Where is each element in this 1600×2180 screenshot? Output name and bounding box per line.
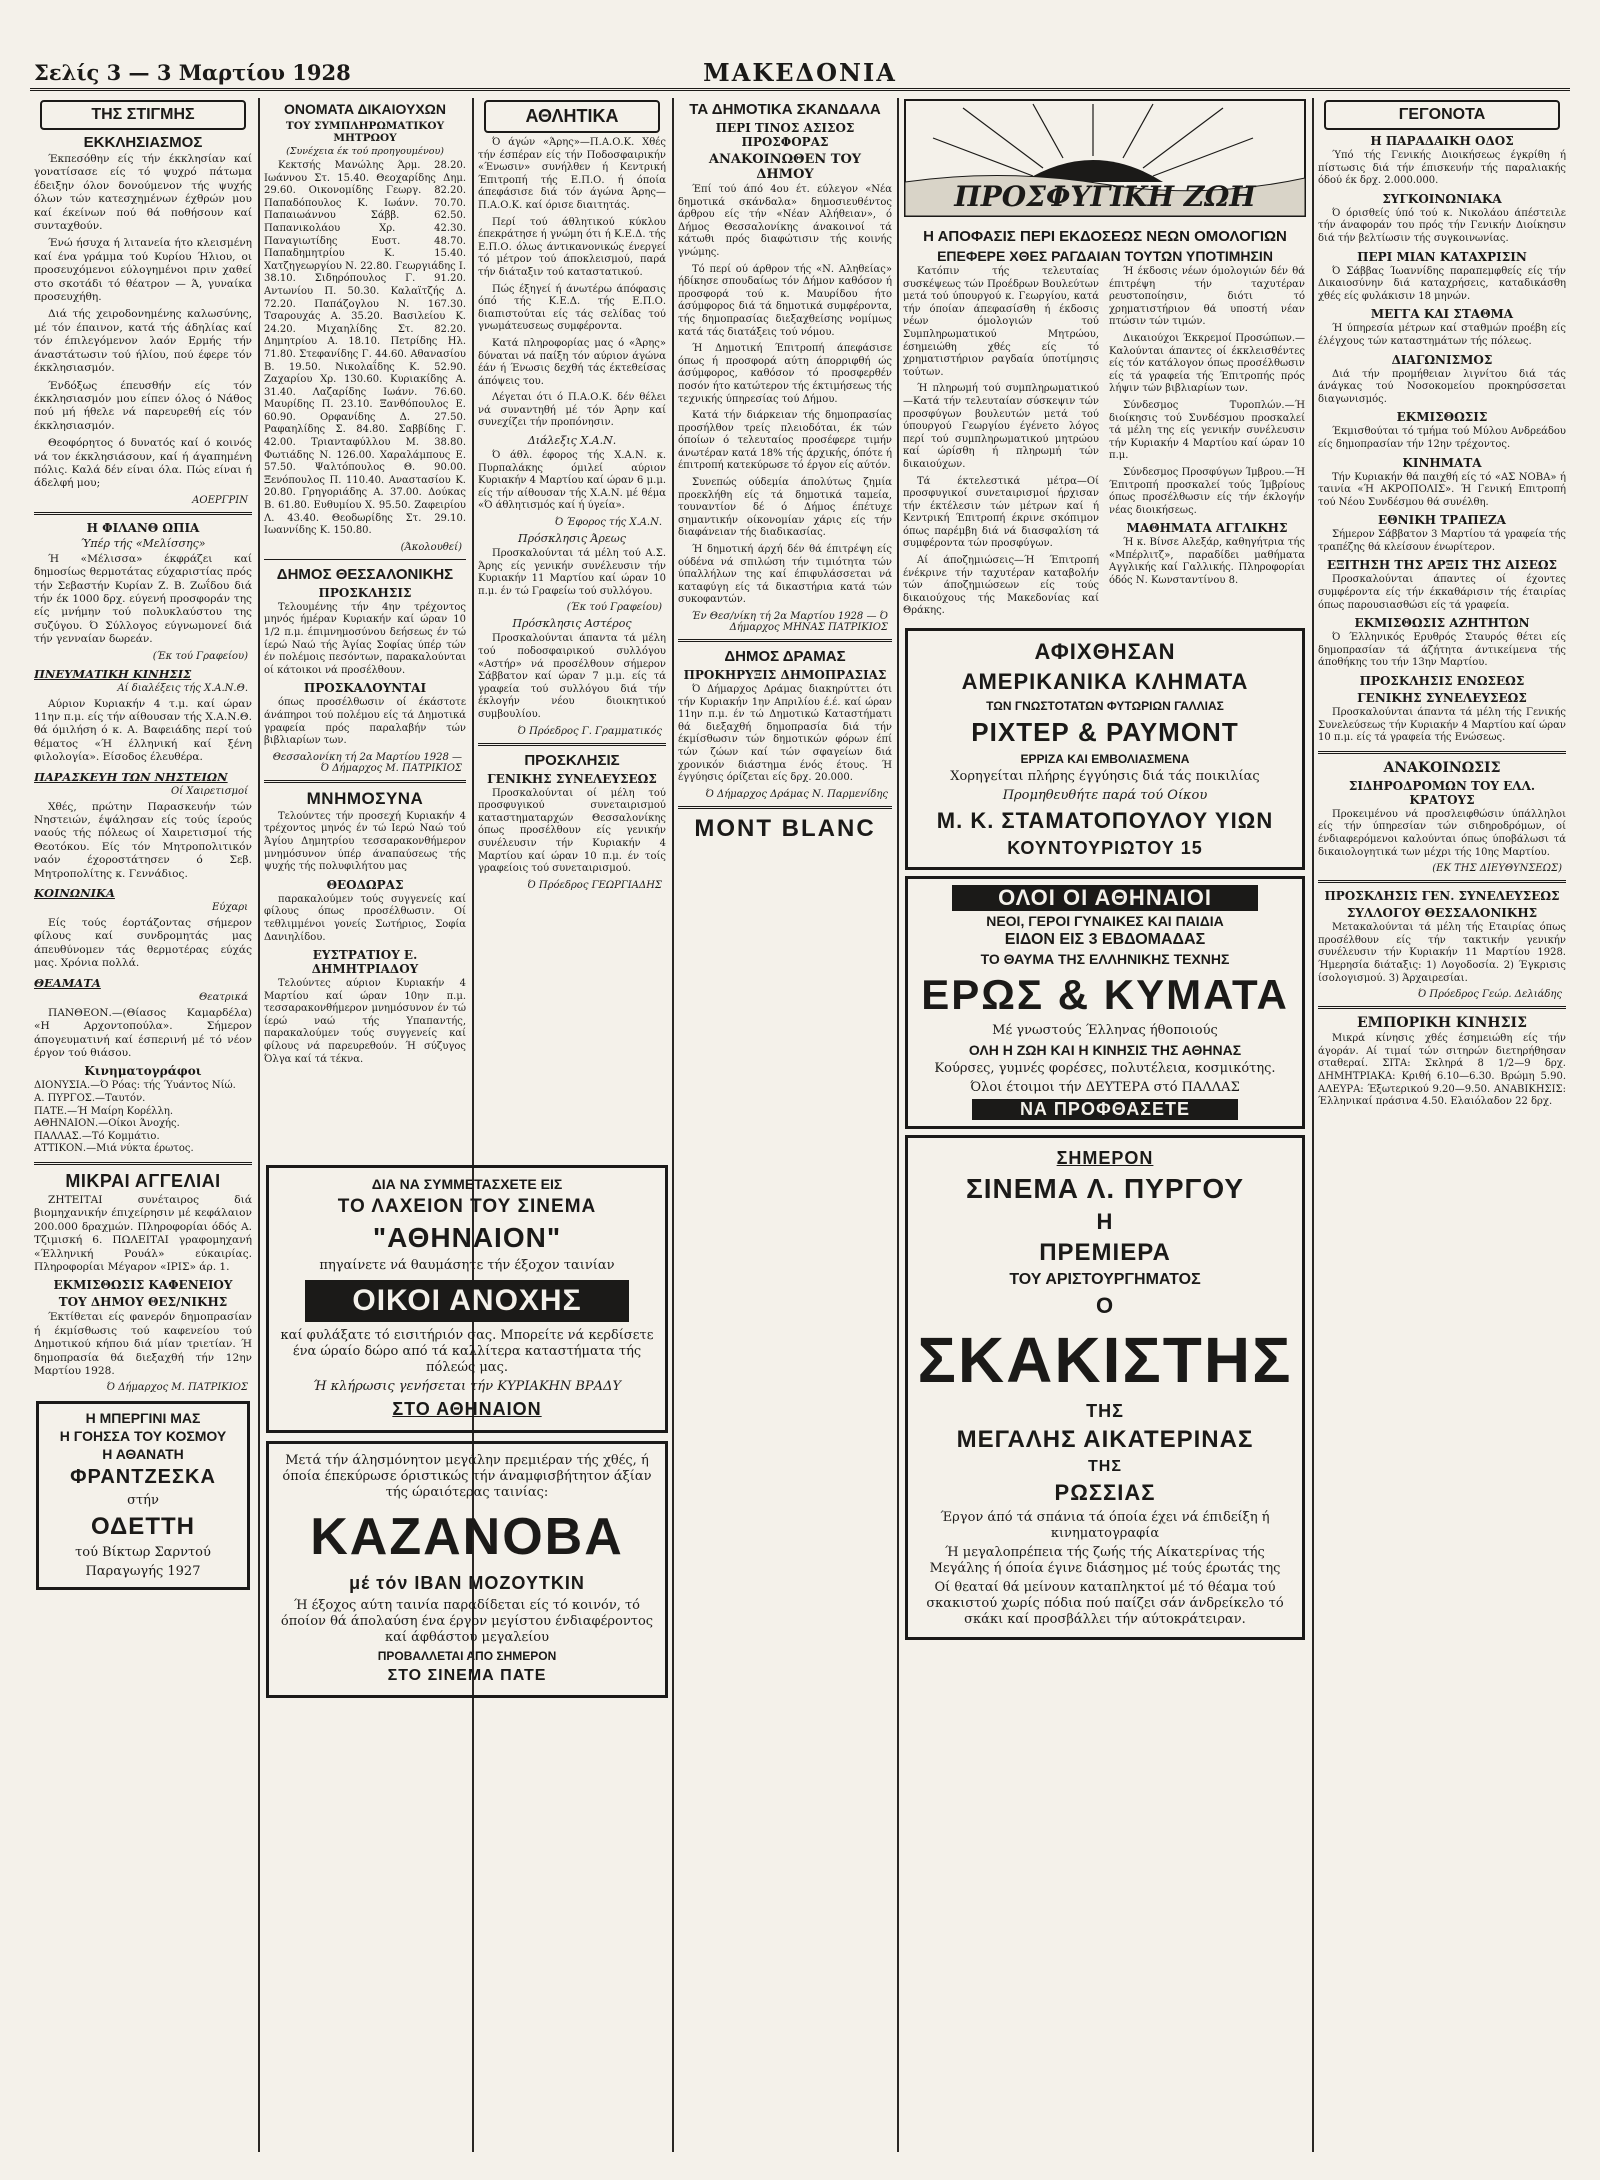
ad-line: ΜΕΓΑΛΗΣ ΑΙΚΑΤΕΡΙΝΑΣ (956, 1426, 1254, 1454)
ad-line: ΚΟΥΝΤΟΥΡΙΩΤΟΥ 15 (1007, 838, 1203, 859)
ad-line: ΣΤΟ ΑΘΗΝΑΙΟΝ (392, 1399, 542, 1419)
section-heading: ΜΙΚΡΑΙ ΑΓΓΕΛΙΑΙ (65, 1170, 221, 1191)
article-paragraph: Αί άποζημιώσεις—Ή Έπιτροπή ένέκρινε τήν ταχυτέραν καταβολήν τών άποζημιώσεων είς τούς δικαιούχους τής Μακεδονίας καί Θράκης. (903, 555, 1099, 617)
ad-line: ΔΙΑ ΝΑ ΣΥΜΜΕΤΑΣΧΕΤΕ ΕΙΣ (371, 1176, 563, 1192)
article-paragraph: Ή Δημοτική Έπιτροπή άπεφάσισε όπως ή προσφορά αύτη άπορριφθή ώς άσύμφορος, καθόσον τό προσφερθέν ποσόν ήτο κατώτερον τής έκτιμήσεως τής τεχνικής ύπηρεσίας τού Δήμου. (678, 343, 892, 405)
section-body: Αύριον Κυριακήν 4 τ.μ. καί ώραν 11ην π.μ. είς τήν αίθουσαν τής Χ.Α.Ν.Θ. θά όμιλήση ό κ. Α. Βαφειάδης περί τού θέματος «Ή έλληνική καί ξένη φιλολογία». Είσοδος έλευθέρα. (34, 697, 252, 764)
ad-line: Παραγωγής 1927 (85, 1564, 201, 1580)
ad-line: μέ τόν ΙΒΑΝ ΜΟΖΟΥΤΚΙΝ (349, 1573, 585, 1593)
section-tag: Αί διαλέξεις τής Χ.Α.Ν.Θ. (117, 682, 248, 694)
source-note: (Έκ τού Γραφείου) (152, 650, 248, 662)
article-paragraph: Κατά πληροφορίας μας ό «Άρης» δύναται νά παίξη τόν αύριον άγώνα έάν ή Ένωσις δεχθή τάς έκτεθείσας άπόψεις του. (478, 337, 666, 387)
article-paragraph: Έκπεσόθην είς τήν έκκλησίαν καί γονατίσασε είς τό ψυχρό πάτωμα έδειξην όλον δονούμενον τής ψυχής όλων τών κατεσχημένων έχθρών μου καί έκείνων πού θά ποθήσουν καί συνταχθούν. (34, 153, 252, 233)
ad-line: ΠΡΕΜΙΕΡΑ (1039, 1239, 1171, 1267)
column-6 (1318, 98, 1566, 2152)
article-paragraph: Πώς έξηγεί ή άνωτέρω άπόφασις όπό τής Κ.Ε.Δ. τής Ε.Π.Ο. διαπιστούται είς τάς σελίδας τού γνωμάτευσεως συμφέροντα. (478, 283, 666, 333)
section-body: Ό άθλ. έφορος τής Χ.Α.Ν. κ. Πυρπαλάκης όμιλεί αύριον Κυριακήν 4 Μαρτίου καί ώραν 6 μ.μ. είς τήν αίθουσαν τής Χ.Α.Ν. μέ θέμα «Ό άθλητισμός καί ή ύγεία». (478, 450, 666, 512)
section-heading: ΚΙΝΗΜΑΤΑ (1402, 455, 1482, 470)
section-heading: ΜΑΘΗΜΑΤΑ ΑΓΓΛΙΚΗΣ (1126, 521, 1288, 536)
column-5 (903, 98, 1307, 2152)
ad-line: Ή μεγαλοπρέπεια τής ζωής τής Αίκατερίνας τής Μεγάλης ή όποία έγινε διάσημος μέ τούς έρωτάς της (929, 1545, 1281, 1577)
signature: ΑΟΕΡΓΡΙΝ (192, 494, 248, 506)
section-box-title: ΑΘΛΗΤΙΚΑ (484, 100, 660, 133)
section-heading: Η ΠΑΡΑΔΑΙΚΗ ΟΔΟΣ (1370, 134, 1514, 148)
article-paragraph: Κατά τήν διάρκειαν τής δημοπρασίας προσήλθον τρείς πλειοδόται, έκ τών όποίων ό τελευταίος προσέφερε τιμήν άνωτέραν κατά 18% τής άρχικής, όπότε ή έπιτροπή κατεκύρωσε τό έργον είς αύτόν. (678, 410, 892, 472)
article-title: Η ΑΠΟΦΑΣΙΣ ΠΕΡΙ ΕΚΔΟΣΕΩΣ ΝΕΩΝ ΟΜΟΛΟΓΙΩΝ (923, 228, 1287, 245)
section-body: ΠΑΝΘΕΟΝ.—(Θίασος Καμαρδέλα) «Η Αρχοντοπούλα». Σήμερον άπογευματινή καί έσπερινή μέ τό νέον έργον τού θιάσου. (34, 1006, 252, 1059)
ad-block-athinaion-lottery (262, 1165, 672, 1698)
article-paragraph: Τά έκτελεστικά μέτρα—Οί προσφυγικοί συνεταιρισμοί ήρχισαν τήν έκτέλεσιν τών μέτρων καί ή Κεντρική Έπιτροπή έκρινε σκόπιμον όπως παρέμβη διά νά διασφαλίση τά συμφέροντα τών προσφύγων. (903, 475, 1099, 550)
section-body: Τελούντες τήν προσεχή Κυριακήν 4 τρέχοντος μηνός έν τώ Ιερώ Ναώ τού Άγίου Δημητρίου τεσσαρακονθήμερον μνημόσυνον ύπέρ άναπαύσεως τής ψυχής τής πολυφιλήτου μας (264, 810, 466, 873)
section-body: παρακαλούμεν τούς συγγενείς καί φίλους όπως προσέλθωσιν. Οί τεθλιμμένοι γονείς Σωτήριος, Σοφία Δανιηλίδου. (264, 893, 466, 943)
section-heading: ΚΟΙΝΩΝΙΚΑ (34, 886, 115, 901)
article-subtitle: ΤΟΥ ΣΥΜΠΛΗΡΩΜΑΤΙΚΟΥ ΜΗΤΡΩΟΥ (285, 120, 445, 144)
section-heading: Η ΦΙΛΑΝΘ ΩΠΙΑ (86, 520, 200, 535)
section-heading: ΠΡΟΣΚΛΗΣΙΣ (524, 751, 620, 769)
signature: Ό Πρόεδρος Γ. Γραμματικός (517, 725, 662, 737)
ad-line: ΦΡΑΝΤΖΕΣΚΑ (70, 1466, 216, 1489)
memorial-name: ΘΕΟΔΩΡΑΣ (326, 877, 404, 892)
section-heading: ΣΥΓΚΟΙΝΩΝΙΑΚΑ (1382, 191, 1502, 206)
ad-line: Ο (1095, 1293, 1115, 1319)
ad-line: ΤΩΝ ΓΝΩΣΤΟΤΑΤΩΝ ΦΥΤΩΡΙΩΝ ΓΑΛΛΙΑΣ (986, 699, 1224, 714)
ad-line: ΟΛΟΙ ΟΙ ΑΘΗΝΑΙΟΙ (952, 885, 1258, 911)
article-paragraph: Σύνδεσμος Προσφύγων Ίμβρου.—Ή Έπιτροπή προσκαλεί τούς Ίμβρίους όπως προσέλθωσιν είς τήν έκλογήν νέας διοικήσεως. (1109, 466, 1305, 516)
section-body: ΖΗΤΕΙΤΑΙ συνέταιρος διά βιομηχανικήν έπιχείρησιν μέ κεφάλαιον 200.000 δραχμών. Πληροφορίαι όδός Α. Τζιμισκή 6. ΠΩΛΕΙΤΑΙ γραφομηχανή «Έλληνική Ρουάλ» εύκαιρίας. Πληροφορίαι Μέγαρον «ΙΡΙΣ» άρ. 1. (34, 1193, 252, 1273)
article-paragraph: Ή δημοτική άρχή δέν θά έπιτρέψη είς ούδένα νά σπιλώση τήν τιμιότητα τών ύπαλλήλων της καί έπιφυλάσσεται νά καταφύγη είς τά δικαστήρια κατά τών συκοφαντών. (678, 544, 892, 606)
section-body: Ύπό τής Γενικής Διοικήσεως έγκρίθη ή πίστωσις διά τήν έπισκευήν τής παραλιακής όδού έκ δρχ. 2.000.000. (1318, 150, 1566, 187)
masthead (30, 58, 1570, 91)
article-title: ΟΝΟΜΑΤΑ ΔΙΚΑΙΟΥΧΩΝ (283, 101, 447, 117)
signature: Θεσσαλονίκη τή 2α Μαρτίου 1928 — Ό Δήμαρχος Μ. ΠΑΤΡΙΚΙΟΣ (272, 751, 462, 774)
section-heading: ΘΕΑΜΑΤΑ (34, 975, 101, 990)
page-date: Σελίς 3 — 3 Μαρτίου 1928 (34, 60, 351, 85)
divider (1318, 1006, 1566, 1009)
list-item: Α. ΠΥΡΓΟΣ.—Ταυτόν. (34, 1092, 146, 1104)
article-paragraph: Κατόπιν τής τελευταίας συσκέψεως τών Προέδρων Βουλεύτων μετά τού ύπουργού κ. Γεωργίου, κατά τήν όποίαν άπεφασίσθη ή έκδοσις νέων όμολογιών τού Συμπληρωματικού Μητρώου, έσημειώθη χθές είς τό χρηματιστήριον ραγδαία ύποτίμησις τούτων. (903, 266, 1099, 378)
section-tag: Εύχαρι (212, 902, 248, 914)
list-item: ΔΙΟΝΥΣΙΑ.—Ό Ρόας: τής Ύυάντος Νίώ. (34, 1080, 236, 1092)
section-body: Προσκαλούνται άπαντα τά μέλη τού ποδοσφαιρικού συλλόγου «Αστήρ» νά προσέλθουν σήμερον Σάββατον καί ώραν 7 μ.μ. είς τά γραφεία τού συλλόγου διά τήν έκλογήν νέου διοικητικού συμβουλίου. (478, 633, 666, 720)
ad-line: Ή έξοχος αύτη ταινία παραδίδεται είς τό κοινόν, τό όποίον θά άπολαύση ένα έργον μεγίστου ένδιαφέροντος καί άφθάστου μεγαλείου (280, 1598, 654, 1645)
section-heading: ΔΙΑΓΩΝΙΣΜΟΣ (1391, 352, 1493, 367)
article-right (1109, 266, 1305, 622)
section-heading: Κινηματογράφοι (84, 1064, 202, 1079)
signature: Ό Πρόεδρος Γεώρ. Δελιάδης (1417, 989, 1562, 1001)
ad-film-title: ΟΙΚΟΙ ΑΝΟΧΗΣ (305, 1280, 629, 1322)
section-tag: Οί Χαιρετισμοί (170, 785, 248, 797)
section-box-title: ΤΗΣ ΣΤΙΓΜΗΣ (40, 100, 246, 130)
signature: Έν Θεσ/νίκη τή 2α Μαρτίου 1928 — Ό Δήμαρχος ΜΗΝΑΣ ΠΑΤΡΙΚΙΟΣ (691, 611, 888, 633)
section-body: Μετακαλούνται τά μέλη τής Εταιρίας όπως προσέλθουν είς τήν τακτικήν γενικήν συνέλευσιν τήν Κυριακήν 11 Μαρτίου 1928. Ήμερησία διάταξις: 1) Λογοδοσία. 2) Έγκρισις ίσολογισμού. 3) Άρχαιρεσίαι. (1318, 922, 1566, 984)
section-heading: ΔΗΜΟΣ ΔΡΑΜΑΣ (724, 648, 846, 665)
section-body: Ό Έλληνικός Ερυθρός Σταυρός θέτει είς δημοπρασίαν τά άζήτητα άντικείμενα τής άποθήκης του τήν 13ην Μαρτίου. (1318, 632, 1566, 669)
section-body: Μικρά κίνησις χθές έσημειώθη είς τήν άγοράν. Αί τιμαί τών σιτηρών διετηρήθησαν σταθεραί. ΣΙΤΑ: Σκληρά 8 1/2—9 δρχ. ΔΗΜΗΤΡΙΑΚΑ: Κριθή 6.10—6.30. Βρώμη 5.90. ΑΛΕΥΡΑ: Έξωτερικού 9.20—9.50. ΑΝΑΒΙΚΗΣΙΣ: Έλληνικαί πράσινα 4.50. Ελαιόλαδον 22 δρχ. (1318, 1033, 1566, 1108)
signature: Ό Δήμαρχος Μ. ΠΑΤΡΙΚΙΟΣ (106, 1382, 248, 1394)
mont-blanc-ad: MONT BLANC (694, 814, 876, 842)
section-body: Προσκαλούνται τά μέλη τού Α.Σ. Άρης είς γενικήν συνέλευσιν τήν Κυριακήν 11 Μαρτίου καί ώραν 10 π.μ. έν τώ Γραφείω τού συλλόγου. (478, 548, 666, 597)
advertisement-kazanova (266, 1441, 668, 1698)
ad-line: ΡΩΣΣΙΑΣ (1054, 1480, 1156, 1506)
advertisement-skakistis (905, 1135, 1305, 1640)
ad-film-title: ΕΡΩΣ & ΚΥΜΑΤΑ (921, 971, 1289, 1019)
article-paragraph: Ή έκδοσις νέων όμολογιών δέν θά έπιτρέψη τήν ταχυτέραν ρευστοποίησιν, διότι τό χρηματιστήριον θά υποστή νέαν πτώσιν τών τιμών. (1109, 266, 1305, 328)
section-heading: ΕΚΜΙΣΘΩΣΙΣ ΚΑΦΕΝΕΙΟΥ (53, 1278, 233, 1293)
signature: Ό Πρόεδρος ΓΕΩΡΓΙΑΔΗΣ (527, 879, 662, 891)
section-subheading: ΓΕΝΙΚΗΣ ΣΥΝΕΛΕΥΣΕΩΣ (1357, 691, 1527, 706)
ad-line: ΟΔΕΤΤΗ (91, 1513, 195, 1541)
section-heading: ΕΞΙΤΗΣΗ ΤΗΣ ΑΡΞΙΣ ΤΗΣ ΑΙΣΕΩΣ (1326, 558, 1558, 573)
source-note: (Έκ τού Γραφείου) (566, 602, 662, 614)
ad-line: καί φυλάξατε τό εισιτήριόν σας. Μπορείτε νά κερδίσετε ένα ώραίο δώρο από τά καλλίτερα καταστήματα τής πόλεώς μας. (280, 1328, 654, 1375)
article-paragraph: Σύνδεσμος Τυροπλών.—Ή διοίκησις τού Συνδέσμου προσκαλεί τά μέλη της είς γενικήν συνέλευσιν τήν Κυριακήν 4 Μαρτίου καί ώραν 10 π.μ. (1109, 399, 1305, 462)
ad-line: ΣΤΟ ΣΙΝΕΜΑ ΠΑΤΕ (387, 1667, 547, 1684)
section-subheading: ΣΥΛΛΟΓΟΥ ΘΕΣΣΑΛΟΝΙΚΗΣ (1346, 906, 1538, 921)
ad-line: ΠΡΟΒΑΛΛΕΤΑΙ ΑΠΟ ΣΗΜΕΡΟΝ (377, 1649, 557, 1663)
ad-line: Η ΑΘΑΝΑΤΗ (102, 1446, 184, 1463)
section-body: Διά τήν προμήθειαν λιγνίτου διά τάς άνάγκας τού Νοσοκομείου προκηρύσσεται διαγωνισμός. (1318, 368, 1566, 405)
ad-line: ΑΜΕΡΙΚΑΝΙΚΑ ΚΛΗΜΑΤΑ (961, 669, 1249, 695)
advertisement-vines (905, 628, 1305, 870)
divider (264, 559, 466, 560)
section-body: Έκτίθεται είς φανερόν δημοπρασίαν ή έκμίσθωσις τού καφενείου τού Δημοτικού κήπου διά μίαν τριετίαν. Ή δημοπρασία θά διεξαχθή τήν 12ην Μαρτίου 1928. (34, 1311, 252, 1377)
article-paragraph: Περί τού άθλητικού κύκλου έπεκράτησε ή γνώμη ότι ή Κ.Ε.Δ. τής Ε.Π.Ο. όλως άντικανονικώς ένεργεί τό μέτρον τού άποκλεισμού, παρά τήν διάταξιν τού καταστατικού. (478, 216, 666, 278)
ad-line: Προμηθευθήτε παρά τού Οίκου (1002, 788, 1208, 804)
section-heading: ΠΡΟΣΚΛΗΣΙΣ ΓΕΝ. ΣΥΝΕΛΕΥΣΕΩΣ (1324, 889, 1560, 904)
list-item: ΑΘΗΝΑΙΟΝ.—Οίκοι Άνοχής. (34, 1118, 180, 1130)
ad-line: ΕΙΔΟΝ ΕΙΣ 3 ΕΒΔΟΜΑΔΑΣ (1004, 931, 1206, 949)
divider (678, 806, 892, 809)
column-rule (258, 98, 260, 2152)
ad-line: ΟΛΗ Η ΖΩΗ ΚΑΙ Η ΚΙΝΗΣΙΣ ΤΗΣ ΑΘΗΝΑΣ (968, 1042, 1242, 1059)
memorial-name: ΕΥΣΤΡΑΤΙΟΥ Ε. ΔΗΜΗΤΡΙΑΔΟΥ (311, 948, 419, 977)
section-body: Τήν Κυριακήν θά παιχθή είς τό «ΑΣ ΝΟΒΑ» ή ταινία «Ή ΑΚΡΟΠΟΛΙΣ». Ή Γενική Επιτροπή τού Νέου Συνδέσμου θά συνέλθη. (1318, 471, 1566, 508)
list-item: ΠΑΤΕ.—Ή Μαίρη Κορέλλη. (34, 1105, 174, 1117)
signature: Ό Έφορος τής Χ.Α.Ν. (554, 517, 662, 529)
article-left (903, 266, 1099, 622)
ad-film-title: ΣΚΑΚΙΣΤΗΣ (917, 1324, 1293, 1397)
article-title: ΕΚΚΛΗΣΙΑΣΜΟΣ (83, 134, 203, 151)
ad-line: ΣΙΝΕΜΑ Λ. ΠΥΡΓΟΥ (965, 1173, 1245, 1205)
section-body: Είς τούς έορτάζοντας σήμερον φίλους καί συνδρομητάς μας άπευθύνομεν τάς θερμοτέρας εύχάς μας. Χρόνια πολλά. (34, 917, 252, 970)
ad-line: Μετά τήν άλησμόνητον μεγάλην πρεμιέραν τής χθές, ή όποία έπεκύρωσε όριστικώς τήν άναμφισβήτητον άξίαν τής ώραιότερας ταινίας: (282, 1453, 652, 1500)
ad-line: Κούρσες, γυμνές φορέσες, πολυτέλεια, κοσμικότης. (934, 1061, 1276, 1077)
section-subheading: ΠΡΟΣΚΑΛΟΥΝΤΑΙ (303, 681, 427, 696)
column-rule (897, 98, 899, 2152)
article-title: ΤΑ ΔΗΜΟΤΙΚΑ ΣΚΑΝΔΑΛΑ (689, 101, 881, 118)
section-body: Ό όρισθείς ύπό τού κ. Νικολάου άπέστειλε τήν άναφοράν του πρός τήν Γενικήν Διοίκησιν διά τήν βελτίωσιν τής συγκοινωνίας. (1318, 207, 1566, 244)
divider (264, 780, 466, 783)
section-heading: ΑΝΑΚΟΙΝΩΣΙΣ (1383, 759, 1501, 776)
section-heading: ΕΘΝΙΚΗ ΤΡΑΠΕΖΑ (1378, 513, 1506, 528)
column-rule (472, 98, 474, 2152)
section-heading: ΕΚΜΙΣΘΩΣΙΣ (1396, 410, 1488, 425)
ad-line: πηγαίνετε νά θαυμάσητε τήν έξοχον ταινίαν (319, 1258, 615, 1273)
article-paragraph: Ό άγών «Άρης»—Π.Α.Ο.Κ. Χθές τήν έσπέραν είς τήν Ποδοσφαιρικήν «Ένωσιν» συνήλθεν ή Κεντρική Έπιτροπή τής Ε.Π.Ο. ή όποία άπεφάσισε διά τόν άγώνα Άρης—Π.Α.Ο.Κ. καί όρισε διαιτητάς. (478, 137, 666, 211)
section-body: Ό Σάββας Ίωαννίδης παραπεμφθείς είς τήν Δικαιοσύνην διά καταχρήσεις, καταδικάσθη χθές είς φυλάκισιν 18 μηνών. (1318, 265, 1566, 302)
article-subtitle: ΑΝΑΚΟΙΝΩΘΕΝ ΤΟΥ ΔΗΜΟΥ (708, 152, 862, 182)
section-subheading: Πρόσκλησις Άρεως (518, 532, 626, 546)
section-heading: ΠΝΕΥΜΑΤΙΚΗ ΚΙΝΗΣΙΣ (34, 666, 192, 681)
ad-line: στήν (127, 1493, 159, 1509)
ad-line: ΣΗΜΕΡΟΝ (1056, 1148, 1154, 1169)
ad-line: ΤΟ ΛΑΧΕΙΟΝ ΤΟΥ ΣΙΝΕΜΑ (337, 1196, 597, 1217)
ad-line: Οί θεαταί θά μείνουν καταπληκτοί μέ τό θέαμα τού σκακιστού χωρίς πόδια πού παίζει σάν άνδρείκελο τό σκάκι καί προσβάλλει τήν αύτοκράτειραν. (926, 1580, 1284, 1628)
advertisement-eros-kymata (905, 876, 1305, 1129)
ad-line: ΝΕΟΙ, ΓΕΡΟΙ ΓΥΝΑΙΚΕΣ ΚΑΙ ΠΑΙΔΙΑ (986, 913, 1224, 930)
ad-line: Μέ γνωστούς Έλληνας ήθοποιούς (992, 1023, 1218, 1039)
ad-line: Η ΜΠΕΡΓΙΝΙ ΜΑΣ (85, 1410, 201, 1427)
ad-film-title: ΚΑΖΑΝΟΒΑ (310, 1508, 624, 1566)
section-subheading: Πρόσκλησις Αστέρος (512, 617, 632, 631)
section-body: Χθές, πρώτην Παρασκευήν τών Νηστειών, έψάλησαν είς τούς ίερούς ναούς τής πόλεως οί Χαιρετισμοί τής Θεοτόκου. Είς τόν Μητροπολιτικόν ναόν έχοροστάτησεν ό Σεβ. Μητροπολίτης κ. Γεννάδιος. (34, 800, 252, 880)
section-heading: ΕΚΜΙΣΘΩΣΙΣ ΑΖΗΤΗΤΩΝ (1354, 616, 1530, 631)
section-subheading: ΠΡΟΚΗΡΥΞΙΣ ΔΗΜΟΠΡΑΣΙΑΣ (683, 668, 887, 682)
ad-line: Μ. Κ. ΣΤΑΜΑΤΟΠΟΥΛΟΥ ΥΙΩΝ (936, 808, 1274, 834)
ad-line: Η (1096, 1209, 1114, 1235)
column-1 (34, 98, 252, 2152)
section-box-title: ΓΕΓΟΝΟΤΑ (1324, 100, 1560, 130)
paper-name: ΜΑΚΕΔΟΝΙΑ (703, 58, 897, 87)
article-paragraph: Ή πληρωμή τού συμπληρωματικού—Κατά τήν τελευταίαν σύσκεψιν τών προσφύγων βουλευτών μετά τού ύπουργού Γεωργίου έγένετο λόγος περί τού συμπληρωματικού μητρώου καί ώρίσθη ή πληρωμή τών δικαιούχων. (903, 383, 1099, 470)
section-body: Προσκαλούνται άπαντες οί έχοντες συμφέροντα είς τήν έκκαθάρισιν τής έταιρίας όπως παρουσιασθώσι είς τά γραφεία. (1318, 574, 1566, 611)
cinema-list (34, 1080, 252, 1156)
article-paragraph: Θεοφόρητος ό δυνατός καί ό κοινός νά τον έκκλησιάσουν, καί ή άγαπημένη πόλις. Καλά δέν είναι όλα. Πώς είναι ή άδελφή μου; (34, 437, 252, 490)
article-two-columns (903, 266, 1307, 622)
section-heading: ΠΡΟΣΚΛΗΣΙΣ ΕΝΩΣΕΩΣ (1359, 674, 1525, 689)
section-subheading: ΤΟΥ ΔΗΜΟΥ ΘΕΣ/ΝΙΚΗΣ (58, 1295, 228, 1310)
signature: Ό Δήμαρχος Δράμας Ν. Παρμενίδης (705, 788, 888, 800)
divider (678, 639, 892, 642)
svg-text:ΠΡΟΣΦΥΓΙΚΗ ΖΩΗ: ΠΡΟΣΦΥΓΙΚΗ ΖΩΗ (954, 180, 1256, 213)
section-subheading: ΠΡΟΣΚΛΗΣΙΣ (318, 585, 412, 600)
divider (34, 512, 252, 515)
advertisement-odette (36, 1401, 250, 1590)
section-tag: Θεατρικά (199, 991, 248, 1003)
beneficiary-list: Κεκτσής Μανώλης Άρμ. 28.20. Ιωάννου Στ. 15.40. Θεοχαρίδης Δημ. 29.60. Οικονομίδης Γεωργ. 82.20. Παπαδόπουλος Κ. Ιωάνν. 70.70. Παπαιωάννου Σάββ. 62.50. Παπανικολάου Χρ. 42.30. Παναγιωτίδης Ευστ. 48.70. Παπαδημητρίου Κ. 15.40. Χατζηγεωργίου Ν. 22.80. Γεωργιάδης Ι. 38.10. Σιδηρόπουλος Γ. 91.20. Αντωνίου Π. 50.30. Καλαϊτζής Δ. 72.20. Παπάζογλου Ν. 167.30. Τσαρουχάς Α. 35.20. Βασιλείου Κ. 24.20. Μιχαηλίδης Στ. 82.20. Δημητρίου Α. 18.10. Πετρίδης Ηλ. 71.80. Στεφανίδης Γ. 44.60. Αθανασίου Β. 19.50. Νικολαΐδης Κ. 52.90. Ζαχαρίου Χρ. 130.60. Κυριακίδης Α. 31.40. Λαζαρίδης Ιωάνν. 76.60. Μαυρίδης Π. 23.10. Ξανθόπουλος Ε. 60.90. Ορφανίδης Δ. 27.50. Ραφαηλίδης Σ. 84.80. Σαββίδης Γ. 42.00. Τριανταφύλλου Μ. 38.80. Φωτιάδης Ν. 126.00. Χαραλάμπους Ε. 57.50. Ψαλτόπουλος Θ. 90.00. Ξενόπουλος Π. 110.40. Αναστασίου Κ. 20.80. Γρηγοριάδης Α. 37.00. Δούκας Β. 61.80. Ευθυμίου Χ. 95.50. Ζαφειρίου Λ. 43.40. Θεοδωρίδης Στ. 29.10. Ιωαννίδης Κ. 150.80. (264, 160, 466, 537)
section-body: όπως προσέλθωσιν οί έκάστοτε άνάπηροι τού πολέμου είς τά Δημοτικά γραφεία πρός παραλαβήν τών βιβλιαρίων των. (264, 697, 466, 747)
section-body: Προσκαλούνται άπαντα τά μέλη τής Γενικής Συνελεύσεως τήν Κυριακήν 4 Μαρτίου καί ώραν 10 π.μ. είς τά γραφεία τής Ενώσεως. (1318, 707, 1566, 744)
article-paragraph: Ένώ ήσυχα ή λιτανεία ήτο κλεισμένη καί ένα γράμμα τού Κυρίου Ήλιου, οι προσευχόμενοι εύλογημένοι πριν χαθεί στο σκοτάδι τό θέατρον — Ά, γυναίκα προσευχήθη. (34, 237, 252, 304)
column-2 (264, 98, 466, 2152)
section-body: Ή «Μέλισσα» έκφράζει καί δημοσίως θερμοτάτας εύχαριστίας πρός τήν Σεβαστήν Κυρίαν Ζ. Β. Ζωΐδου διά τήν έκ 1000 δρχ. εύγενή προσφοράν της είς μνήμην τού πολυκλαύστου της συζύγου. Ό Σύλλογος εύγνωμονεί διά τήν γενναίαν δωρεάν. (34, 552, 252, 646)
section-subheading: ΣΙΔΗΡΟΔΡΟΜΩΝ ΤΟΥ ΕΛΛ. ΚΡΑΤΟΥΣ (1348, 778, 1536, 807)
ad-line: ΝΑ ΠΡΟΦΘΑΣΕΤΕ (972, 1099, 1238, 1120)
column-rule (672, 98, 674, 2152)
article-paragraph: Έπί τού άπό 4ου έτ. εύλεγον «Νέα δημοτικά σκάνδαλα» δημοσιευθέντος άρθρου είς τήν «Νέαν Αλήθειαν», ό Δήμος Θεσσαλονίκης άνακοινοί τά κάτωθι πρός διαφώτισιν τής κοινής γνώμης. (678, 184, 892, 258)
article-paragraph: Ένδόξως έπευσθήν είς τόν έκκλησιασμόν μου είπεν όλος ό Νάθος πού μή ήθελε νά παρευρεθή είς τόν έκκλησιασμόν. (34, 379, 252, 432)
section-subheading: Ύπέρ τής «Μελίσσης» (80, 536, 206, 550)
ad-line: ΡΙΧΤΕΡ & ΡΑΥΜΟΝΤ (971, 717, 1239, 748)
ad-line: ΤΟ ΘΑΥΜΑ ΤΗΣ ΕΛΛΗΝΙΚΗΣ ΤΕΧΝΗΣ (980, 951, 1230, 968)
article-paragraph: Τό περί ού άρθρον τής «Ν. Αληθείας» ήδίκησε σπουδαίως τόν Δήμον καθόσον ή προσφορά τού κ. Μαυρίδου ήτο άσύμφορος διά τά δημοτικά συμφέροντα, τής δημοπρασίας διεξαχθείσης νομίμως κατά τάς διατάξεις τού νόμου. (678, 263, 892, 338)
advertisement (266, 1165, 668, 1433)
section-body: Τελούντες αύριον Κυριακήν 4 Μαρτίου καί ώραν 10ην π.μ. τεσσαρακονθήμερον μνημόσυνον έν τώ ίερώ ναώ τής Υπαπαντής, παρακαλούμεν τούς συγγενείς καί φίλους νά παρευρεθούν. Ή σύζυγος Όλγα καί τά τέκνα. (264, 978, 466, 1065)
column-rule (1312, 98, 1314, 2152)
ad-line: Η ΓΟΗΣΣΑ ΤΟΥ ΚΟΣΜΟΥ (59, 1428, 227, 1445)
note: (Συνέχεια έκ τού προηγουμένου) (286, 146, 444, 157)
section-body: Έκμισθούται τό τμήμα τού Μύλου Ανδρεάδου είς δημοπρασίαν τήν 12ην τρέχοντος. (1318, 426, 1566, 450)
article-paragraph: Διά τής χειροδονημένης καλωσύνης, μέ τόν έπαινον, κατά τής άδηλίας καί τόν έπιλεγόμενον λαόν Ερμής τήν άναστάτωσιν τού ήλίου, πού έφερε τόν έκκλησιασμόν. (34, 308, 252, 375)
source-note: (ΕΚ ΤΗΣ ΔΙΕΥΘΥΝΣΕΩΣ) (1432, 863, 1562, 875)
article-subtitle: ΕΠΕΦΕΡΕ ΧΘΕΣ ΡΑΓΔΑΙΑΝ ΤΟΥΤΩΝ ΥΠΟΤΙΜΗΣΙΝ (937, 248, 1273, 264)
ad-line: ΤΗΣ (1088, 1458, 1122, 1476)
section-heading: ΠΑΡΑΣΚΕΥΗ ΤΩΝ ΝΗΣΤΕΙΩΝ (34, 769, 228, 784)
section-subheading: Διάλεξις Χ.Α.Ν. (527, 434, 617, 448)
section-body: Τελουμένης τήν 4ην τρέχοντος μηνός ήμέραν Κυριακήν καί ώραν 10 1/2 π.μ. έπιμνημοσύνου δεήσεως έν τώ ίερώ Ναώ τής Άγίας Σοφίας ύπέρ τών έν πολέμοις πεσόντων, παρακαλούνται οί κάτοικοι νά προσέλθουν. (264, 601, 466, 676)
ad-line: ΕΡΡΙΖΑ ΚΑΙ ΕΜΒΟΛΙΑΣΜΕΝΑ (1020, 752, 1190, 767)
ad-line: Όλοι έτοιμοι τήν ΔΕΥΤΕΡΑ στό ΠΑΛΛΑΣ (970, 1080, 1240, 1096)
column-3 (478, 98, 666, 2152)
section-body: Ή ύπηρεσία μέτρων καί σταθμών προέβη είς έλέγχους τών καταστημάτων τής πόλεως. (1318, 323, 1566, 347)
list-item: ΑΤΤΙΚΟΝ.—Μιά νύκτα έρωτος. (34, 1143, 194, 1155)
note: (Άκολουθεί) (400, 541, 462, 553)
section-heading: ΕΜΠΟΡΙΚΗ ΚΙΝΗΣΙΣ (1356, 1015, 1528, 1032)
divider (478, 743, 666, 746)
ad-line: Έργον άπό τά σπάνια τά όποία έχει νά έπιδείξη ή κινηματογραφία (940, 1510, 1270, 1542)
section-body: Προσκαλούνται οί μέλη τού προσφυγικού συνεταιρισμού καταστηματαρχών Θεσσαλονίκης όπως προσέλθουν είς γενικήν συνέλευσιν τήν Κυριακήν 4 Μαρτίου καί ώραν 10 π.μ. έν τοίς γραφείοις τού συνεταιρισμού. (478, 787, 666, 875)
article-paragraph: Δικαιούχοι Έκκρεμοί Προσώπων.—Καλούνται άπαντες οί έκκλεισθέντες είς τόν κατάλογον όπως προσέλθωσιν είς τά γραφεία τής Έπιτροπής πρός λήψιν τών βιβλιαρίων των. (1109, 332, 1305, 395)
ad-line: τού Βίκτωρ Σαρντού (75, 1545, 211, 1561)
prosfygiki-zoi-logo-icon (903, 98, 1307, 218)
article-paragraph: Λέγεται ότι ό Π.Α.Ο.Κ. δέν θέλει νά συναντηθή μέ τόν Άρην καί συνεχίζει τήν προπόνησιν. (478, 392, 666, 429)
section-heading: ΜΝΗΜΟΣΥΝΑ (306, 788, 424, 808)
section-body: Προκειμένου νά προσλειφθώσιν ύπάλληλοι είς τήν ύπηρεσίαν τών σιδηροδρόμων, οί ένδιαφερόμενοι καλούνται όπως ύποβάλωσι τά δικαιολογητικά των μέχρι τής 10ης Μαρτίου. (1318, 808, 1566, 858)
article-paragraph: Συνεπώς ούδεμία άπολύτως ζημία προεκλήθη είς τά δημοτικά ταμεία, τουναντίον δέ ό Δήμος έπέτυχε σημαντικήν οίκονομίαν χάρις είς τήν διαφάνειαν τής διαδικασίας. (678, 477, 892, 539)
section-body: Σήμερον Σάββατον 3 Μαρτίου τά γραφεία τής τραπέζης θά κλείσουν ένωρίτερον. (1318, 529, 1566, 553)
ad-line: ΑΦΙΧΘΗΣΑΝ (1034, 639, 1176, 665)
article-subtitle: ΠΕΡΙ ΤΙΝΟΣ ΑΣΙΣΟΣ ΠΡΟΣΦΟΡΑΣ (715, 121, 855, 149)
divider (34, 1162, 252, 1165)
list-item: ΠΑΛΛΑΣ.—Τό Κομμάτιο. (34, 1130, 160, 1142)
section-body: Ό Δήμαρχος Δράμας διακηρύττει ότι τήν Κυριακήν 1ην Απριλίου έ.έ. καί ώραν 11ην π.μ. έν τώ Δημοτικώ Καταστήματι θά διεξαχθή δημοπρασία διά τήν έκμίσθωσιν τών δημοτικών φόρων έπί τών ζώων καί τών σφαγείων διά χρονικόν διάστημα ένός έτους. Ή έγγύησις όρίζεται είς δρχ. 20.000. (678, 684, 892, 784)
ad-line: Χορηγείται πλήρης έγγύησις διά τάς ποικιλίας (950, 769, 1260, 785)
section-heading: ΜΕΓΓΑ ΚΑΙ ΣΤΑΘΜΑ (1370, 307, 1514, 322)
ad-line: ΤΟΥ ΑΡΙΣΤΟΥΡΓΗΜΑΤΟΣ (1009, 1271, 1201, 1289)
section-heading: ΔΗΜΟΣ ΘΕΣΣΑΛΟΝΙΚΗΣ (276, 565, 454, 583)
section-body: Ή κ. Βίνσε Αλεξάρ, καθηγήτρια τής «Μπέρλιτζ», παραδίδει μαθήματα Αγγλικής καί Γαλλικής. Πληροφορίαι όδός Ν. Κωνσταντίνου 8. (1109, 537, 1305, 587)
section-heading: ΠΕΡΙ ΜΙΑΝ ΚΑΤΑΧΡΙΣΙΝ (1357, 249, 1527, 264)
ad-line: Ή κλήρωσις γενήσεται τήν ΚΥΡΙΑΚΗΝ ΒΡΑΔΥ (312, 1379, 622, 1394)
divider (1318, 751, 1566, 754)
column-4 (678, 98, 892, 2152)
ad-line: "ΑΘΗΝΑΙΟΝ" (372, 1222, 562, 1253)
section-subheading: ΓΕΝΙΚΗΣ ΣΥΝΕΛΕΥΣΕΩΣ (487, 771, 657, 786)
ad-line: ΤΗΣ (1086, 1401, 1124, 1422)
divider (1318, 880, 1566, 883)
